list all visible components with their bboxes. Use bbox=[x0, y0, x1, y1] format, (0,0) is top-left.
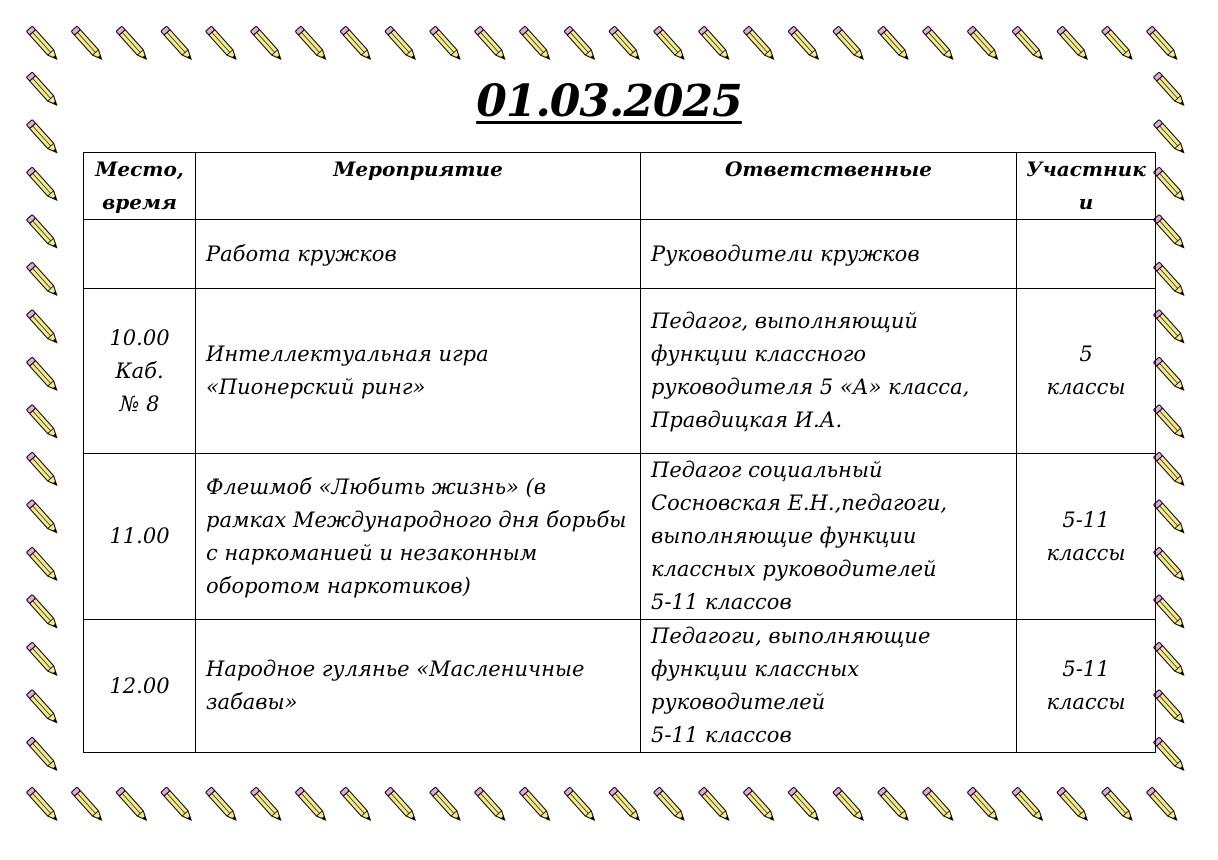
pencil-icon bbox=[1102, 26, 1135, 62]
pencil-icon bbox=[1153, 167, 1186, 203]
cell-event: Интеллектуальная игра «Пионерский ринг» bbox=[196, 289, 641, 454]
pencil-icon bbox=[1153, 214, 1186, 250]
pencil-icon bbox=[922, 787, 955, 823]
pencil-icon bbox=[833, 26, 866, 62]
cell-event: Народное гулянье «Масленичные забавы» bbox=[196, 620, 641, 753]
pencil-icon bbox=[161, 787, 194, 823]
cell-responsible: Педагог, выполняющий функции классного руководителя 5 «А» класса, Правдицкая И.А. bbox=[641, 289, 1017, 454]
pencil-icon bbox=[967, 26, 1000, 62]
cell-participants bbox=[1017, 220, 1156, 289]
pencil-icon bbox=[519, 787, 552, 823]
pencil-icon bbox=[967, 787, 1000, 823]
pencil-icon bbox=[340, 26, 373, 62]
pencil-icon bbox=[250, 787, 283, 823]
pencil-icon bbox=[71, 26, 104, 62]
pencil-icon bbox=[788, 787, 821, 823]
header-event: Мероприятие bbox=[196, 153, 641, 220]
pencil-icon bbox=[1153, 309, 1186, 345]
pencil-icon bbox=[161, 26, 194, 62]
pencil-icon bbox=[71, 787, 104, 823]
schedule-table bbox=[83, 152, 1156, 753]
cell-event: Флешмоб «Любить жизнь» (в рамках Международного дня борьбы с наркоманией и незаконным оборотом наркотиков) bbox=[196, 454, 641, 620]
header-participants: Участники bbox=[1017, 153, 1156, 220]
pencil-icon bbox=[564, 787, 597, 823]
header-place-time: Место, время bbox=[84, 153, 196, 220]
cell-place-time: 12.00 bbox=[84, 620, 196, 753]
pencil-icon bbox=[833, 787, 866, 823]
cell-place-time: 11.00 bbox=[84, 454, 196, 620]
pencil-icon bbox=[26, 642, 59, 678]
pencil-icon bbox=[26, 167, 59, 203]
table-row bbox=[84, 289, 1156, 454]
cell-participants: 5-11 классы bbox=[1017, 454, 1156, 620]
pencil-icon bbox=[474, 787, 507, 823]
pencil-icon bbox=[1153, 642, 1186, 678]
pencil-icon bbox=[609, 787, 642, 823]
pencil-icon bbox=[878, 787, 911, 823]
pencil-icon bbox=[385, 787, 418, 823]
pencil-icon bbox=[26, 547, 59, 583]
pencil-icon bbox=[295, 787, 328, 823]
pencil-icon bbox=[1012, 26, 1045, 62]
pencil-icon bbox=[26, 499, 59, 535]
pencil-icon bbox=[1153, 357, 1186, 393]
pencil-icon bbox=[206, 787, 239, 823]
cell-place-time: 10.00 Каб. № 8 bbox=[84, 289, 196, 454]
pencil-icon bbox=[206, 26, 239, 62]
pencil-icon bbox=[1012, 787, 1045, 823]
pencil-icon bbox=[26, 262, 59, 298]
pencil-icon bbox=[1153, 262, 1186, 298]
pencil-icon bbox=[1153, 594, 1186, 630]
pencil-icon bbox=[1146, 787, 1179, 823]
pencil-icon bbox=[116, 787, 149, 823]
pencil-icon bbox=[743, 26, 776, 62]
cell-participants: 5-11 классы bbox=[1017, 620, 1156, 753]
pencil-icon bbox=[609, 26, 642, 62]
pencil-icon bbox=[295, 26, 328, 62]
pencil-icon bbox=[1153, 689, 1186, 725]
table-row bbox=[84, 220, 1156, 289]
pencil-icon bbox=[26, 214, 59, 250]
pencil-icon bbox=[1153, 452, 1186, 488]
pencil-icon bbox=[340, 787, 373, 823]
pencil-icon bbox=[26, 26, 59, 62]
table-row bbox=[84, 620, 1156, 753]
pencil-icon bbox=[654, 26, 687, 62]
pencil-icon bbox=[250, 26, 283, 62]
pencil-icon bbox=[698, 787, 731, 823]
cell-responsible: Педагоги, выполняющие функции классных руководителей 5-11 классов bbox=[641, 620, 1017, 753]
pencil-icon bbox=[654, 787, 687, 823]
pencil-icon bbox=[26, 309, 59, 345]
table-header-row bbox=[84, 153, 1156, 220]
pencil-icon bbox=[26, 737, 59, 773]
pencil-icon bbox=[26, 689, 59, 725]
cell-event: Работа кружков bbox=[196, 220, 641, 289]
pencil-icon bbox=[26, 452, 59, 488]
pencil-icon bbox=[1057, 787, 1090, 823]
pencil-icon bbox=[1153, 547, 1186, 583]
pencil-icon bbox=[26, 594, 59, 630]
pencil-icon bbox=[1153, 499, 1186, 535]
cell-participants: 5 классы bbox=[1017, 289, 1156, 454]
pencil-icon bbox=[743, 787, 776, 823]
cell-responsible: Руководители кружков bbox=[641, 220, 1017, 289]
pencil-icon bbox=[922, 26, 955, 62]
header-responsible: Ответственные bbox=[641, 153, 1017, 220]
pencil-icon bbox=[519, 26, 552, 62]
table-row bbox=[84, 454, 1156, 620]
pencil-icon bbox=[698, 26, 731, 62]
pencil-icon bbox=[564, 26, 597, 62]
pencil-icon bbox=[1057, 26, 1090, 62]
pencil-icon bbox=[788, 26, 821, 62]
pencil-icon bbox=[430, 26, 463, 62]
cell-place-time bbox=[84, 220, 196, 289]
pencil-icon bbox=[26, 787, 59, 823]
pencil-icon bbox=[1153, 404, 1186, 440]
pencil-icon bbox=[1102, 787, 1135, 823]
pencil-icon bbox=[116, 26, 149, 62]
pencil-icon bbox=[385, 26, 418, 62]
page-title: 01.03.2025 bbox=[476, 76, 742, 127]
pencil-icon bbox=[26, 404, 59, 440]
pencil-icon bbox=[26, 357, 59, 393]
pencil-icon bbox=[1146, 26, 1179, 62]
pencil-icon bbox=[1153, 737, 1186, 773]
pencil-icon bbox=[430, 787, 463, 823]
pencil-icon bbox=[878, 26, 911, 62]
pencil-icon bbox=[474, 26, 507, 62]
cell-responsible: Педагог социальный Сосновская Е.Н.,педагоги, выполняющие функции классных руководителей 5-11 классов bbox=[641, 454, 1017, 620]
